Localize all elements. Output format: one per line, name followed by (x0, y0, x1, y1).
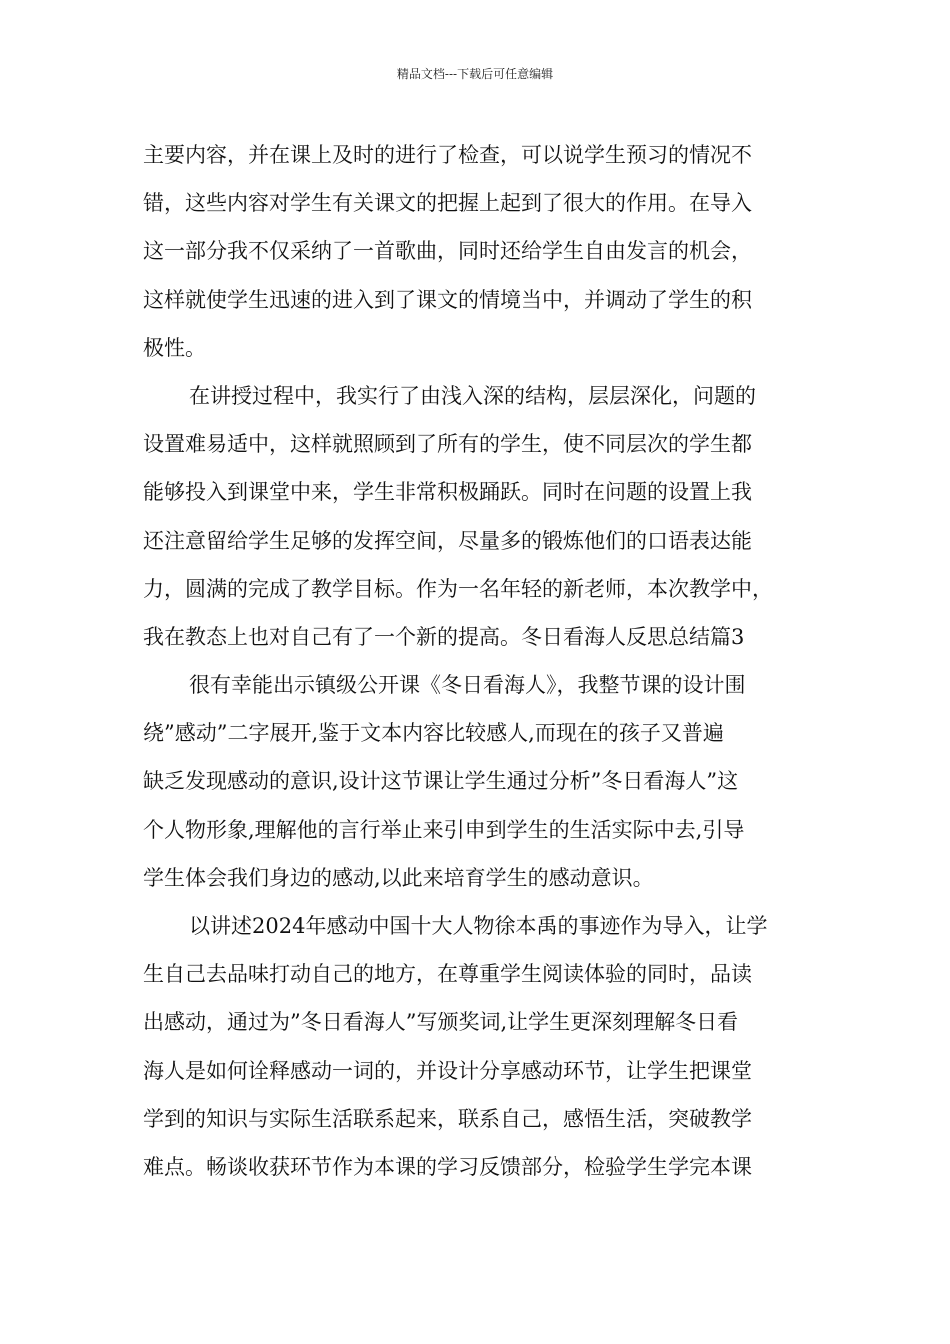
document-body (143, 131, 815, 1191)
text-line: 个人物形象,理解他的言行举止来引申到学生的生活实际中去,引导 (143, 817, 745, 842)
text-line: 这样就使学生迅速的进入到了课文的情境当中，并调动了学生的积 (143, 287, 752, 312)
text-line: 错，这些内容对学生有关课文的把握上起到了很大的作用。在导入 (143, 191, 752, 216)
text-line: 主要内容，并在课上及时的进行了检查，可以说学生预习的情况不 (143, 143, 752, 167)
text-line: 生自己去品味打动自己的地方，在尊重学生阅读体验的同时，品读 (143, 962, 752, 987)
text-line: 力，圆满的完成了教学目标。作为一名年轻的新老师，本次教学中， (143, 576, 773, 601)
text-line: 学生体会我们身边的感动,以此来培育学生的感动意识。 (143, 865, 654, 890)
text-line: 能够投入到课堂中来，学生非常积极踊跃。同时在问题的设置上我 (143, 480, 752, 505)
page-header: 精品文档---下载后可任意编辑 (396, 67, 554, 81)
text-line: 极性。 (143, 335, 206, 360)
text-line: 还注意留给学生足够的发挥空间，尽量多的锻炼他们的口语表达能 (143, 528, 752, 553)
paragraph-first-line: 以讲述2024年感动中国十大人物徐本禹的事迹作为导入，让学 (189, 914, 768, 938)
text-line: 绕”感动”二字展开,鉴于文本内容比较感人,而现在的孩子又普遍 (143, 721, 724, 746)
paragraph-first-line: 很有幸能出示镇级公开课《冬日看海人》，我整节课的设计围 (189, 673, 746, 698)
text-line: 设置难易适中，这样就照顾到了所有的学生，使不同层次的学生都 (143, 432, 752, 457)
paragraph-first-line: 在讲授过程中，我实行了由浅入深的结构，层层深化，问题的 (189, 383, 756, 408)
text-line: 海人是如何诠释感动一词的，并设计分享感动环节，让学生把课堂 (143, 1058, 752, 1083)
text-line: 缺乏发现感动的意识,设计这节课让学生通过分析”冬日看海人”这 (143, 769, 739, 794)
text-line: 这一部分我不仅采纳了一首歌曲，同时还给学生自由发言的机会， (143, 239, 752, 264)
text-line: 难点。畅谈收获环节作为本课的学习反馈部分，检验学生学完本课 (143, 1154, 752, 1179)
text-line: 我在教态上也对自己有了一个新的提高。冬日看海人反思总结篇3 (143, 624, 745, 649)
text-line: 学到的知识与实际生活联系起来，联系自己，感悟生活，突破教学 (143, 1106, 752, 1131)
text-line: 出感动，通过为”冬日看海人”写颁奖词,让学生更深刻理解冬日看 (143, 1010, 739, 1035)
